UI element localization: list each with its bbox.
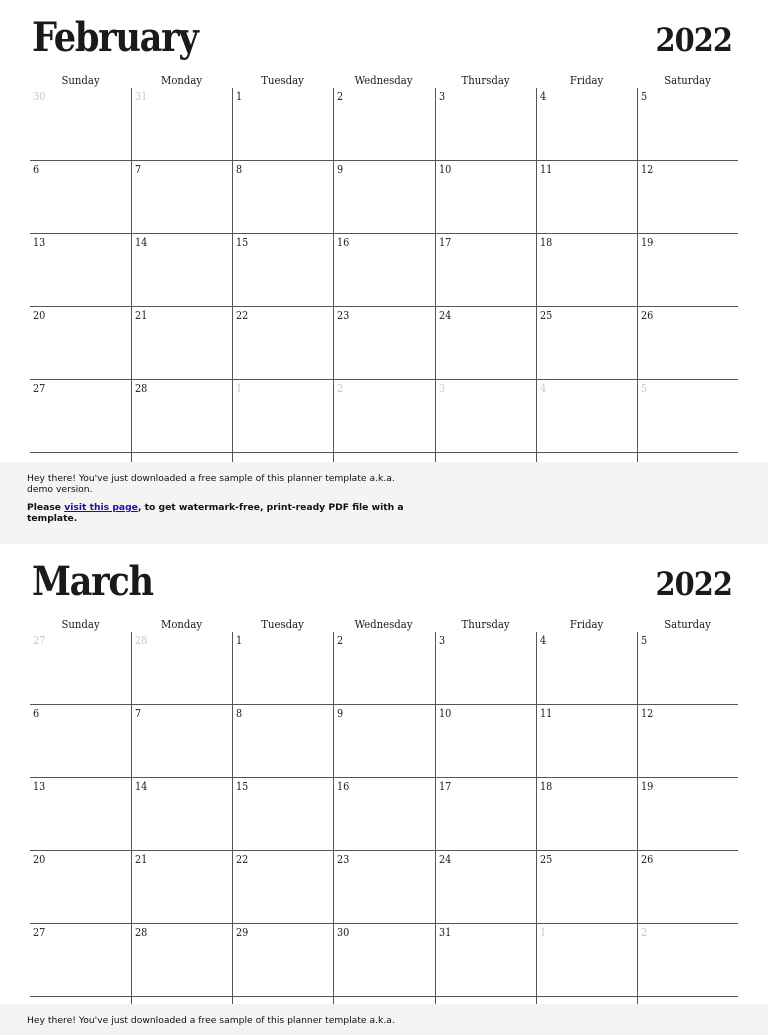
weekday-header: Monday: [161, 617, 203, 631]
day-cell[interactable]: [637, 705, 738, 777]
day-number: 12: [640, 163, 654, 176]
weekday-header: Thursday: [461, 73, 510, 87]
day-number: 30: [337, 926, 350, 939]
day-cell[interactable]: [131, 705, 232, 777]
day-number: 14: [135, 780, 148, 793]
weekday-header: Thursday: [461, 617, 510, 631]
day-number: 9: [337, 163, 344, 176]
day-number: 26: [640, 853, 654, 866]
day-cell-adjacent-month[interactable]: [435, 380, 536, 452]
day-number: 2: [337, 382, 344, 395]
day-cell-adjacent-month[interactable]: [30, 88, 131, 160]
day-cell[interactable]: [333, 307, 434, 379]
day-number: 7: [135, 163, 142, 176]
day-cell[interactable]: [30, 380, 131, 452]
day-number: 4: [539, 382, 546, 395]
day-number: 2: [337, 634, 344, 647]
day-cell[interactable]: [536, 88, 637, 160]
day-cell[interactable]: [333, 234, 434, 306]
month-title: February: [32, 14, 198, 61]
day-cell-adjacent-month[interactable]: [536, 924, 637, 996]
day-number: 28: [135, 382, 148, 395]
day-number: 10: [438, 163, 451, 176]
day-number: 10: [438, 707, 451, 720]
day-number: 28: [135, 634, 148, 647]
day-cell[interactable]: [30, 234, 131, 306]
day-number: 2: [640, 926, 647, 939]
day-number: 26: [640, 309, 654, 322]
day-number: 23: [337, 853, 350, 866]
day-cell[interactable]: [232, 234, 333, 306]
weekday-header-row: [30, 616, 738, 632]
day-number: 15: [236, 780, 249, 793]
day-number: 4: [539, 90, 546, 103]
day-cell[interactable]: [536, 307, 637, 379]
day-number: 12: [640, 707, 654, 720]
day-cell[interactable]: [232, 778, 333, 850]
day-number: 19: [640, 780, 654, 793]
weekday-header: Tuesday: [261, 617, 305, 631]
day-number: 21: [135, 309, 148, 322]
day-cell[interactable]: [333, 705, 434, 777]
week-row: [30, 88, 738, 161]
day-cell[interactable]: [131, 234, 232, 306]
day-cell-adjacent-month[interactable]: [131, 632, 232, 704]
day-cell[interactable]: [435, 705, 536, 777]
day-cell-adjacent-month[interactable]: [637, 380, 738, 452]
day-number: 17: [438, 780, 451, 793]
day-number: 30: [33, 90, 46, 103]
week-row: [30, 380, 738, 453]
day-cell-adjacent-month[interactable]: [536, 380, 637, 452]
weekday-header: Friday: [569, 617, 603, 631]
day-cell[interactable]: [637, 88, 738, 160]
week-row: [30, 632, 738, 705]
day-number: 3: [438, 90, 445, 103]
day-number: 25: [539, 853, 552, 866]
day-cell[interactable]: [30, 161, 131, 233]
february-calendar-page: [0, 0, 768, 462]
weeks-container: [30, 632, 738, 1017]
day-cell-adjacent-month[interactable]: [333, 380, 434, 452]
day-number: 27: [33, 926, 46, 939]
day-number: 20: [33, 309, 46, 322]
watermark-notice: [27, 1016, 417, 1035]
weekday-header: Sunday: [61, 617, 100, 631]
day-cell-adjacent-month[interactable]: [637, 924, 738, 996]
day-cell[interactable]: [30, 307, 131, 379]
week-row: [30, 234, 738, 307]
day-cell[interactable]: [536, 632, 637, 704]
day-number: 23: [337, 309, 350, 322]
year-title: 2022: [655, 565, 732, 603]
day-number: 19: [640, 236, 654, 249]
day-cell[interactable]: [333, 161, 434, 233]
week-row: [30, 778, 738, 851]
day-cell[interactable]: [435, 234, 536, 306]
watermark-rest: , to get watermark-free, print-ready PDF file with a template.: [27, 502, 404, 524]
day-number: 29: [236, 926, 249, 939]
day-cell[interactable]: [435, 161, 536, 233]
day-cell[interactable]: [333, 924, 434, 996]
day-number: 8: [236, 707, 243, 720]
day-cell[interactable]: [435, 778, 536, 850]
day-cell[interactable]: [131, 851, 232, 923]
watermark-please: Please: [27, 502, 65, 513]
calendar-grid: [30, 616, 738, 1017]
day-number: 25: [539, 309, 552, 322]
day-number: 1: [236, 90, 243, 103]
day-cell-adjacent-month[interactable]: [232, 380, 333, 452]
day-cell[interactable]: [333, 88, 434, 160]
day-cell[interactable]: [435, 924, 536, 996]
week-row: [30, 307, 738, 380]
month-title: March: [32, 558, 153, 605]
day-cell[interactable]: [435, 307, 536, 379]
week-row: [30, 924, 738, 997]
watermark-text: Hey there! You've just downloaded a free sample of this planner template a.k.a. demo version.: [27, 473, 395, 495]
day-number: 14: [135, 236, 148, 249]
day-number: 13: [33, 780, 46, 793]
day-number: 9: [337, 707, 344, 720]
day-number: 18: [539, 236, 552, 249]
day-cell[interactable]: [435, 88, 536, 160]
day-cell[interactable]: [435, 632, 536, 704]
day-cell[interactable]: [333, 632, 434, 704]
day-number: 8: [236, 163, 243, 176]
day-number: 17: [438, 236, 451, 249]
day-number: 3: [438, 634, 445, 647]
day-number: 28: [135, 926, 148, 939]
weekday-header: Monday: [161, 73, 203, 87]
day-number: 31: [438, 926, 451, 939]
day-number: 21: [135, 853, 148, 866]
weekday-header: Wednesday: [354, 73, 413, 87]
day-number: 3: [438, 382, 445, 395]
day-number: 1: [236, 634, 243, 647]
day-number: 5: [640, 90, 647, 103]
day-number: 6: [33, 163, 40, 176]
day-cell[interactable]: [333, 778, 434, 850]
day-number: 11: [539, 163, 552, 176]
day-number: 2: [337, 90, 344, 103]
day-cell[interactable]: [232, 705, 333, 777]
visit-page-link[interactable]: visit this page: [64, 502, 138, 513]
weekday-header: Saturday: [663, 73, 711, 87]
weekday-header: Wednesday: [354, 617, 413, 631]
day-cell[interactable]: [536, 778, 637, 850]
day-number: 11: [539, 707, 552, 720]
day-number: 22: [236, 309, 249, 322]
calendar-grid: [30, 72, 738, 483]
day-number: 13: [33, 236, 46, 249]
day-number: 27: [33, 382, 46, 395]
day-number: 15: [236, 236, 249, 249]
watermark-cta: [27, 503, 417, 524]
day-cell[interactable]: [536, 705, 637, 777]
day-number: 24: [438, 853, 451, 866]
day-number: 16: [337, 236, 350, 249]
day-number: 22: [236, 853, 249, 866]
watermark-text: Hey there! You've just downloaded a free sample of this planner template a.k.a.: [27, 1015, 395, 1026]
week-row: [30, 851, 738, 924]
day-number: 16: [337, 780, 350, 793]
day-number: 1: [539, 926, 546, 939]
weekday-header-row: [30, 72, 738, 88]
day-number: 6: [33, 707, 40, 720]
day-number: 7: [135, 707, 142, 720]
weekday-header: Sunday: [61, 73, 100, 87]
year-title: 2022: [655, 21, 732, 59]
day-cell[interactable]: [435, 851, 536, 923]
march-calendar-page: [0, 544, 768, 1024]
day-cell[interactable]: [131, 161, 232, 233]
watermark-notice: [27, 474, 417, 524]
day-cell[interactable]: [30, 851, 131, 923]
day-number: 20: [33, 853, 46, 866]
day-cell[interactable]: [536, 161, 637, 233]
week-row: [30, 705, 738, 778]
day-cell-adjacent-month[interactable]: [131, 88, 232, 160]
day-cell[interactable]: [131, 307, 232, 379]
day-number: 5: [640, 382, 647, 395]
day-cell[interactable]: [637, 851, 738, 923]
day-cell[interactable]: [30, 778, 131, 850]
day-cell-adjacent-month[interactable]: [30, 632, 131, 704]
day-number: 4: [539, 634, 546, 647]
day-cell[interactable]: [232, 851, 333, 923]
day-number: 31: [135, 90, 148, 103]
weeks-container: [30, 88, 738, 483]
day-cell[interactable]: [536, 234, 637, 306]
day-cell[interactable]: [637, 778, 738, 850]
day-cell[interactable]: [637, 632, 738, 704]
weekday-header: Friday: [569, 73, 603, 87]
day-cell[interactable]: [637, 234, 738, 306]
day-cell[interactable]: [232, 632, 333, 704]
day-cell[interactable]: [131, 380, 232, 452]
day-number: 1: [236, 382, 243, 395]
day-number: 5: [640, 634, 647, 647]
day-number: 27: [33, 634, 46, 647]
day-cell[interactable]: [536, 851, 637, 923]
day-cell[interactable]: [232, 307, 333, 379]
day-cell[interactable]: [131, 924, 232, 996]
day-cell[interactable]: [30, 705, 131, 777]
weekday-header: Tuesday: [261, 73, 305, 87]
week-row: [30, 161, 738, 234]
day-cell[interactable]: [232, 88, 333, 160]
day-cell[interactable]: [232, 161, 333, 233]
day-cell[interactable]: [637, 307, 738, 379]
day-cell[interactable]: [232, 924, 333, 996]
day-cell[interactable]: [30, 924, 131, 996]
weekday-header: Saturday: [663, 617, 711, 631]
day-cell[interactable]: [637, 161, 738, 233]
day-number: 24: [438, 309, 451, 322]
day-number: 18: [539, 780, 552, 793]
day-cell[interactable]: [131, 778, 232, 850]
day-cell[interactable]: [333, 851, 434, 923]
